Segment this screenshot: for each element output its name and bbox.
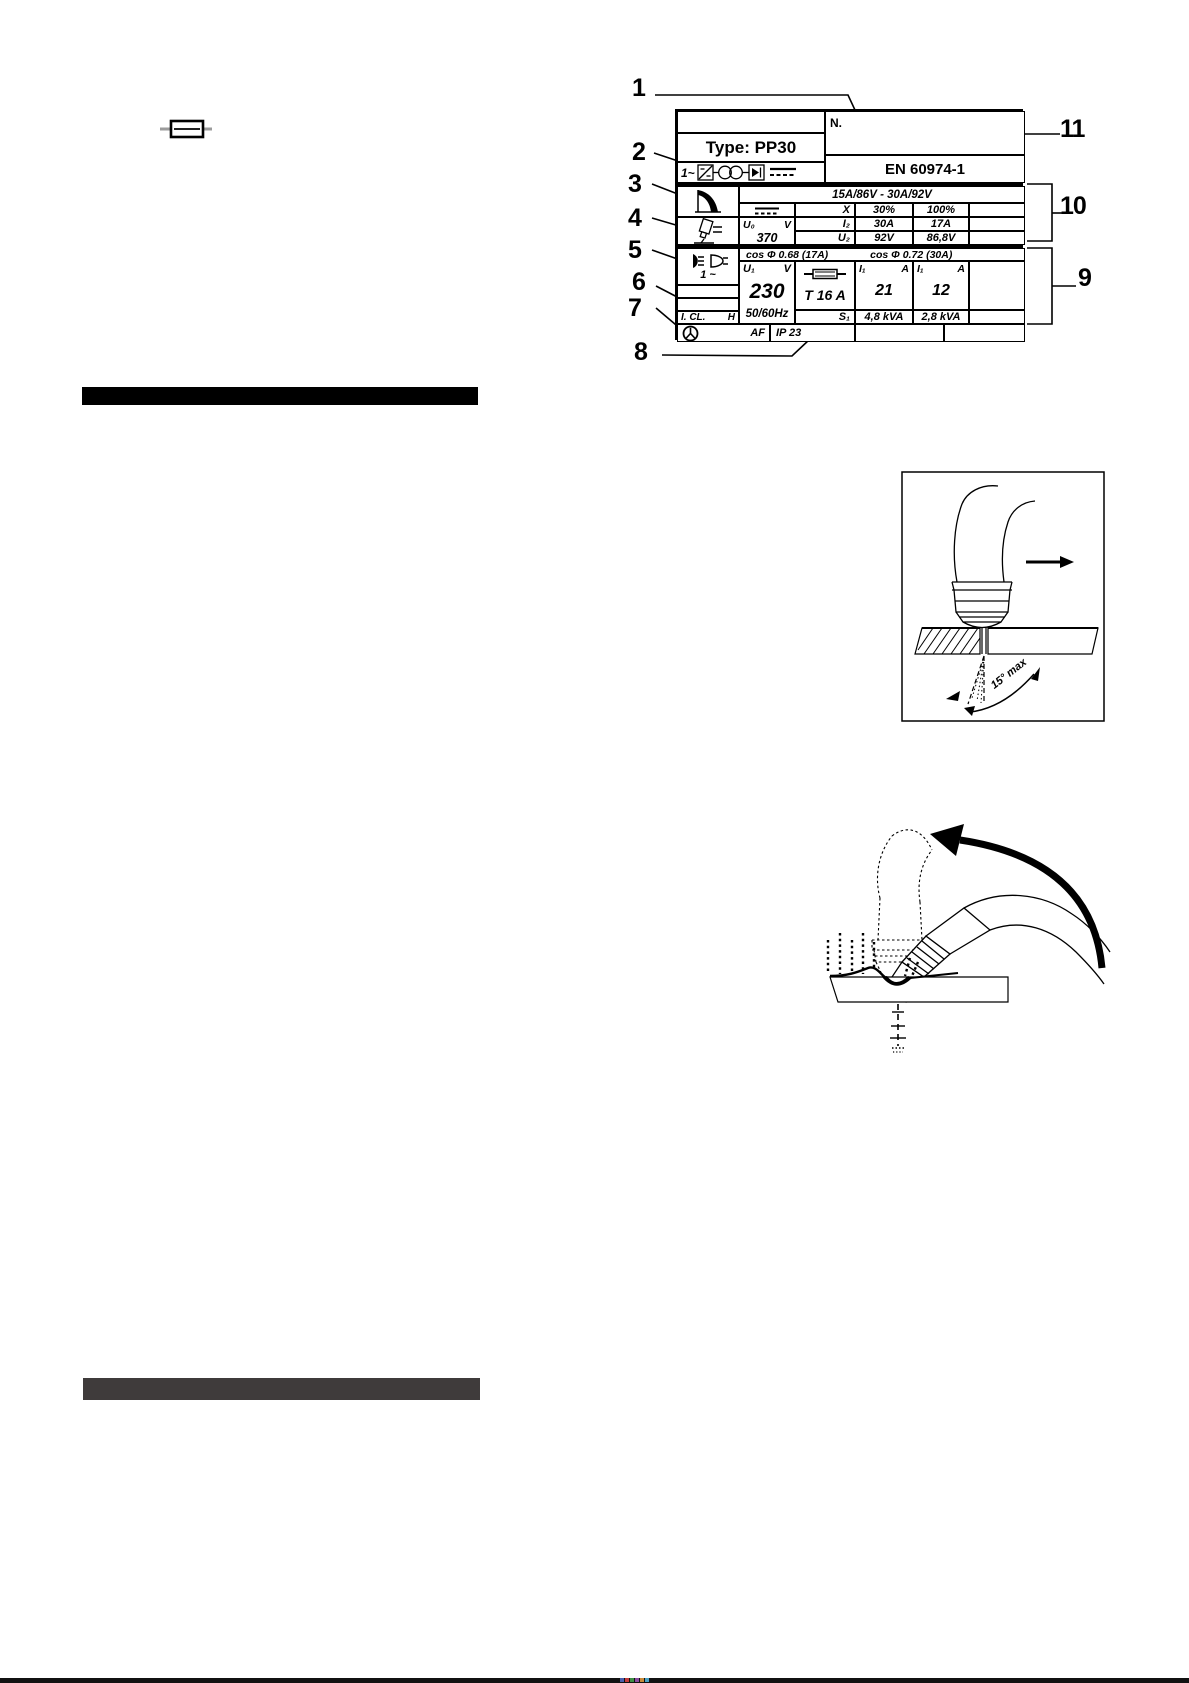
u0-value: 370 xyxy=(756,231,778,245)
duty-empty-cell xyxy=(969,203,1025,217)
callout-9: 9 xyxy=(1078,264,1091,292)
phase-label: 1~ xyxy=(681,165,695,180)
dc-symbol-cell xyxy=(739,203,795,217)
s1-label: S₁ xyxy=(795,310,855,324)
callout-4: 4 xyxy=(628,204,641,232)
characteristic-cell xyxy=(677,186,739,217)
max-angle-label: 15° max xyxy=(988,656,1029,692)
figure-gouging xyxy=(760,790,1120,1080)
callout-6: 6 xyxy=(632,268,645,296)
u2-30-value: 92V xyxy=(855,231,913,245)
i1-unit: A xyxy=(901,263,909,275)
s1-100-value: 2,8 kVA xyxy=(913,310,969,324)
i1-100-cell xyxy=(913,261,969,310)
u2-empty-cell xyxy=(969,231,1025,245)
colour-mark xyxy=(620,1678,624,1682)
dc-output-icon xyxy=(752,205,782,216)
type-label: Type: PP30 xyxy=(705,137,797,157)
u0-cell xyxy=(739,217,795,245)
i2-100-value: 17A xyxy=(913,217,969,231)
i1-unit: A xyxy=(957,263,965,275)
callout-5: 5 xyxy=(628,236,641,264)
serial-cell xyxy=(825,111,1025,155)
callout-11: 11 xyxy=(1060,115,1085,143)
serial-label: N. xyxy=(830,116,842,130)
ip-rating-value: IP 23 xyxy=(776,327,802,339)
gouging-illustration xyxy=(760,790,1120,1080)
figure-cutting-angle xyxy=(900,470,1110,726)
torch-symbol-cell xyxy=(677,217,739,245)
power-symbols-cell xyxy=(677,162,825,183)
s1-30-value: 4,8 kVA xyxy=(855,310,913,324)
u1-value: 230 xyxy=(749,279,785,303)
output-range-label: 15A/86V - 30A/92V xyxy=(832,188,932,201)
plasma-cutting-torch-icon xyxy=(690,218,726,245)
callout-10: 10 xyxy=(1060,192,1086,220)
delayed-fuse-icon xyxy=(804,268,846,280)
output-range-cell xyxy=(739,186,1025,203)
colour-mark xyxy=(640,1678,644,1682)
s-safety-mark-icon xyxy=(682,325,699,342)
colour-mark xyxy=(635,1678,639,1682)
section-header-bar-2 xyxy=(83,1378,480,1400)
rating-plate-figure xyxy=(560,60,1140,390)
callout-1: 1 xyxy=(632,74,645,102)
page-bottom-rule xyxy=(0,1678,1189,1683)
frequency-value: 50/60Hz xyxy=(745,308,789,320)
i2-label: I₂ xyxy=(795,217,855,231)
u0-unit: V xyxy=(783,219,791,231)
blank-cell-a xyxy=(677,285,739,298)
cos-phi-cell xyxy=(739,248,1025,261)
u1-label: U₁ xyxy=(743,263,755,275)
i1-30-cell xyxy=(855,261,913,310)
blank-cell-b xyxy=(677,298,739,311)
bottom-empty-cell-1 xyxy=(855,324,944,342)
insulation-cell xyxy=(677,311,739,324)
cutting-angle-illustration xyxy=(900,470,1110,726)
u2-label: U₂ xyxy=(795,231,855,245)
callout-3: 3 xyxy=(628,170,641,198)
fuse-rating-value: T 16 A xyxy=(804,286,846,303)
colour-mark xyxy=(630,1678,634,1682)
single-phase-mains-plug-icon xyxy=(685,253,731,269)
i1-100-value: 12 xyxy=(932,282,950,299)
standard-label: EN 60974-1 xyxy=(884,160,966,178)
converter-transformer-rectifier-icon xyxy=(697,163,819,182)
duty-30-value: 30% xyxy=(855,203,913,217)
mains-symbol-cell xyxy=(677,248,739,285)
i2-30-value: 30A xyxy=(855,217,913,231)
standard-cell xyxy=(825,155,1025,183)
u2-100-value: 86,8V xyxy=(913,231,969,245)
fuse-icon xyxy=(160,118,212,145)
ip-rating-cell xyxy=(770,324,855,342)
colour-mark xyxy=(625,1678,629,1682)
i2-empty-cell xyxy=(969,217,1025,231)
colour-mark xyxy=(645,1678,649,1682)
callout-2: 2 xyxy=(632,138,645,166)
section-header-bar-1 xyxy=(82,387,478,405)
cooling-label: AF xyxy=(750,327,765,339)
duty-100-value: 100% xyxy=(913,203,969,217)
s1-empty-cell xyxy=(969,310,1025,324)
u1-cell xyxy=(739,261,795,324)
i1-label: I₁ xyxy=(917,263,924,275)
callout-8: 8 xyxy=(634,338,647,366)
insulation-class: H xyxy=(727,312,735,323)
u1-unit: V xyxy=(783,263,791,275)
fuse-icon-svg xyxy=(160,118,212,140)
input-phase-label: 1 ~ xyxy=(700,268,716,281)
fuse-rating-cell xyxy=(795,261,855,310)
insulation-label: I. CL. xyxy=(681,312,706,323)
input-empty-cell xyxy=(969,261,1025,310)
type-cell xyxy=(677,133,825,162)
i1-label: I₁ xyxy=(859,263,866,275)
u0-label: U₀ xyxy=(743,219,755,231)
i1-30-value: 21 xyxy=(875,282,893,299)
duty-cycle-label: X xyxy=(795,203,855,217)
safety-mark-cell xyxy=(677,324,770,342)
callout-7: 7 xyxy=(628,294,641,322)
blank-cell-top-left xyxy=(677,111,825,133)
drooping-characteristic-icon xyxy=(692,188,724,215)
cos-phi-30a: cos Φ 0.72 (30A) xyxy=(870,248,953,261)
cos-phi-17a: cos Φ 0.68 (17A) xyxy=(746,248,829,261)
bottom-empty-cell-2 xyxy=(944,324,1025,342)
rating-plate xyxy=(675,109,1023,340)
